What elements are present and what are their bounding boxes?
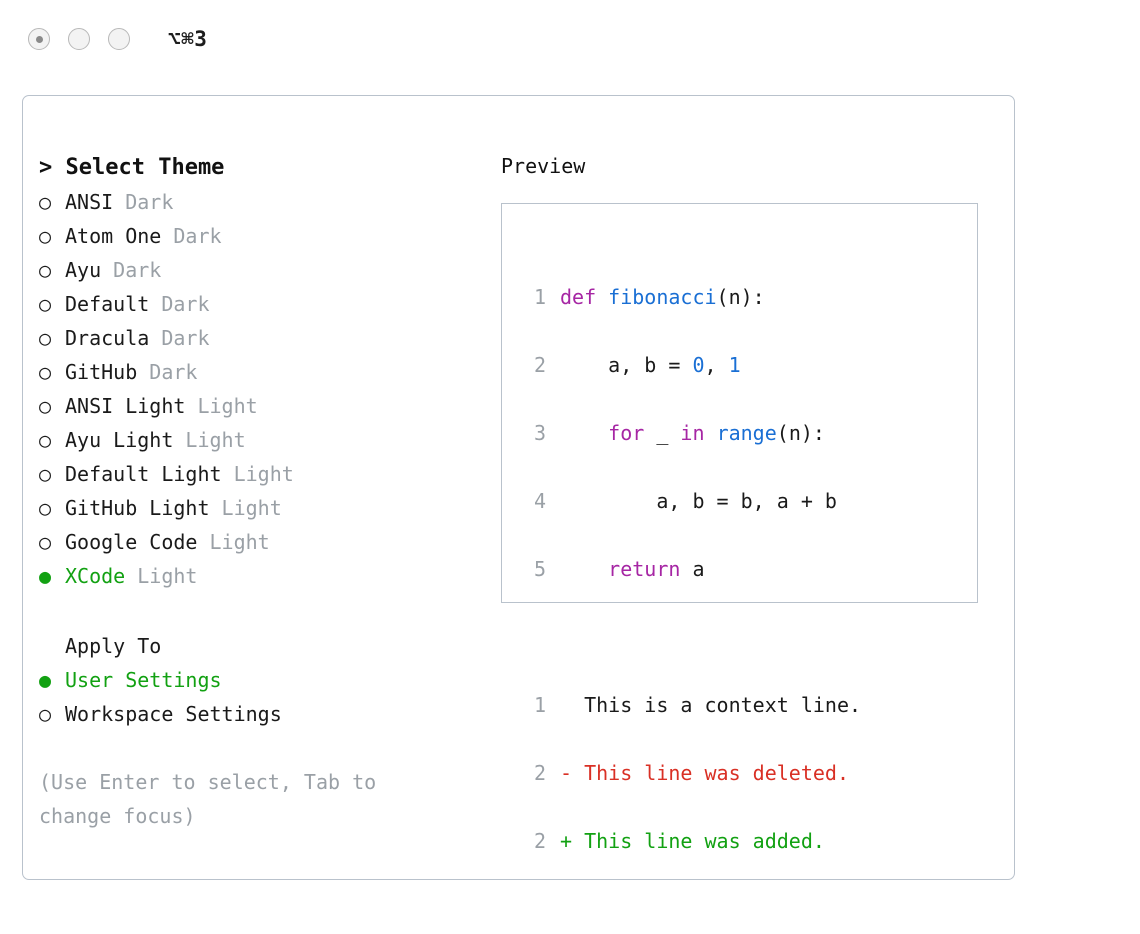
theme-variant: Light xyxy=(185,428,246,452)
close-dot-icon xyxy=(36,36,43,43)
diff-text: - This line was deleted. xyxy=(560,761,849,785)
diff-line xyxy=(520,688,861,722)
theme-label: Ayu xyxy=(65,258,102,282)
line-number: 5 xyxy=(533,557,546,581)
theme-label: Default xyxy=(65,292,150,316)
preview-box xyxy=(501,203,978,853)
theme-option-github-light[interactable] xyxy=(39,491,479,525)
theme-variant: Light xyxy=(221,496,282,520)
code-line xyxy=(520,416,861,450)
theme-option-atom-one-dark[interactable] xyxy=(39,219,479,253)
theme-label: Default Light xyxy=(65,462,222,486)
code-token: , xyxy=(704,353,729,377)
theme-option-google-code-light[interactable] xyxy=(39,525,479,559)
radio-icon: ○ xyxy=(39,326,52,350)
radio-icon: ○ xyxy=(39,360,52,384)
theme-label: GitHub Light xyxy=(65,496,210,520)
select-theme-heading: > Select Theme xyxy=(39,155,225,180)
theme-variant: Dark xyxy=(125,190,174,214)
radio-icon: ○ xyxy=(39,496,52,520)
theme-variant: Light xyxy=(209,530,270,554)
theme-variant: Dark xyxy=(161,326,210,350)
theme-variant: Dark xyxy=(149,360,198,384)
theme-option-xcode-light[interactable] xyxy=(39,559,479,593)
line-number: 2 xyxy=(533,829,546,853)
radio-icon: ○ xyxy=(39,394,52,418)
theme-label: GitHub xyxy=(65,360,138,384)
radio-icon: ○ xyxy=(39,530,52,554)
apply-to-label: User Settings xyxy=(65,668,222,692)
theme-label: ANSI xyxy=(65,190,114,214)
theme-variant: Dark xyxy=(113,258,162,282)
preview-code xyxy=(520,246,861,926)
radio-icon-selected: ● xyxy=(39,564,52,588)
apply-to-user-settings[interactable] xyxy=(39,663,479,697)
theme-label: Dracula xyxy=(65,326,150,350)
theme-label: Ayu Light xyxy=(65,428,174,452)
apply-to-workspace-settings[interactable] xyxy=(39,697,479,731)
code-token: a xyxy=(680,557,705,581)
line-number: 2 xyxy=(533,761,546,785)
theme-option-default-light[interactable] xyxy=(39,457,479,491)
preview-column xyxy=(501,151,1001,853)
code-token: a, b = xyxy=(560,353,693,377)
theme-option-ayu-light[interactable] xyxy=(39,423,479,457)
code-token: in xyxy=(680,421,705,445)
radio-icon: ○ xyxy=(39,292,52,316)
theme-variant: Dark xyxy=(173,224,222,248)
preview-heading: Preview xyxy=(501,154,586,178)
keyboard-hint-text: (Use Enter to select, Tab to change focus) xyxy=(39,770,389,828)
window-shortcut-label: ⌥⌘3 xyxy=(168,27,208,51)
diff-line xyxy=(520,756,861,790)
diff-text: + This line was added. xyxy=(560,829,825,853)
theme-picker-panel xyxy=(22,95,1015,880)
code-blank-line xyxy=(520,620,861,654)
code-token: range xyxy=(716,421,777,445)
line-number: 1 xyxy=(533,693,546,717)
radio-icon: ○ xyxy=(39,258,52,282)
radio-icon: ○ xyxy=(39,224,52,248)
theme-label: Atom One xyxy=(65,224,162,248)
radio-icon: ○ xyxy=(39,702,52,726)
theme-variant: Light xyxy=(137,564,198,588)
code-line xyxy=(520,484,861,518)
close-button[interactable] xyxy=(28,28,50,50)
line-number: 4 xyxy=(533,489,546,513)
minimize-button[interactable] xyxy=(68,28,90,50)
theme-option-dracula-dark[interactable] xyxy=(39,321,479,355)
code-token: (n): xyxy=(776,421,825,445)
theme-variant: Light xyxy=(197,394,258,418)
diff-line xyxy=(520,824,861,858)
diff-text: This is a context line. xyxy=(560,693,862,717)
radio-icon-selected: ● xyxy=(39,668,52,692)
code-token xyxy=(560,421,608,445)
apply-to-heading: Apply To xyxy=(65,634,162,658)
theme-option-ansi-dark[interactable] xyxy=(39,185,479,219)
code-token: _ xyxy=(644,421,681,445)
code-line xyxy=(520,348,861,382)
line-number: 1 xyxy=(533,285,546,309)
zoom-button[interactable] xyxy=(108,28,130,50)
title-bar xyxy=(0,0,1140,78)
theme-option-list xyxy=(39,185,479,593)
code-token: 0 xyxy=(692,353,705,377)
list-spacer xyxy=(39,593,479,629)
theme-variant: Dark xyxy=(161,292,210,316)
theme-label: XCode xyxy=(65,564,126,588)
theme-label: ANSI Light xyxy=(65,394,186,418)
line-number: 2 xyxy=(533,353,546,377)
code-token: fibonacci xyxy=(608,285,717,309)
theme-option-github-dark[interactable] xyxy=(39,355,479,389)
code-token: return xyxy=(608,557,681,581)
line-number: 3 xyxy=(533,421,546,445)
theme-selection-column xyxy=(39,151,479,833)
code-token: (n): xyxy=(716,285,765,309)
code-token xyxy=(560,557,608,581)
code-token: def xyxy=(560,285,609,309)
code-token: 1 xyxy=(728,353,741,377)
radio-icon: ○ xyxy=(39,462,52,486)
code-line xyxy=(520,280,861,314)
code-line xyxy=(520,552,861,586)
radio-icon: ○ xyxy=(39,428,52,452)
theme-variant: Light xyxy=(233,462,294,486)
theme-option-ansi-light[interactable] xyxy=(39,389,479,423)
radio-icon: ○ xyxy=(39,190,52,214)
apply-to-label: Workspace Settings xyxy=(65,702,282,726)
theme-label: Google Code xyxy=(65,530,198,554)
code-token: for xyxy=(608,421,645,445)
code-token xyxy=(705,421,717,445)
theme-option-default-dark[interactable] xyxy=(39,287,479,321)
theme-option-ayu-dark[interactable] xyxy=(39,253,479,287)
code-token: a, b = b, a + b xyxy=(560,489,837,513)
